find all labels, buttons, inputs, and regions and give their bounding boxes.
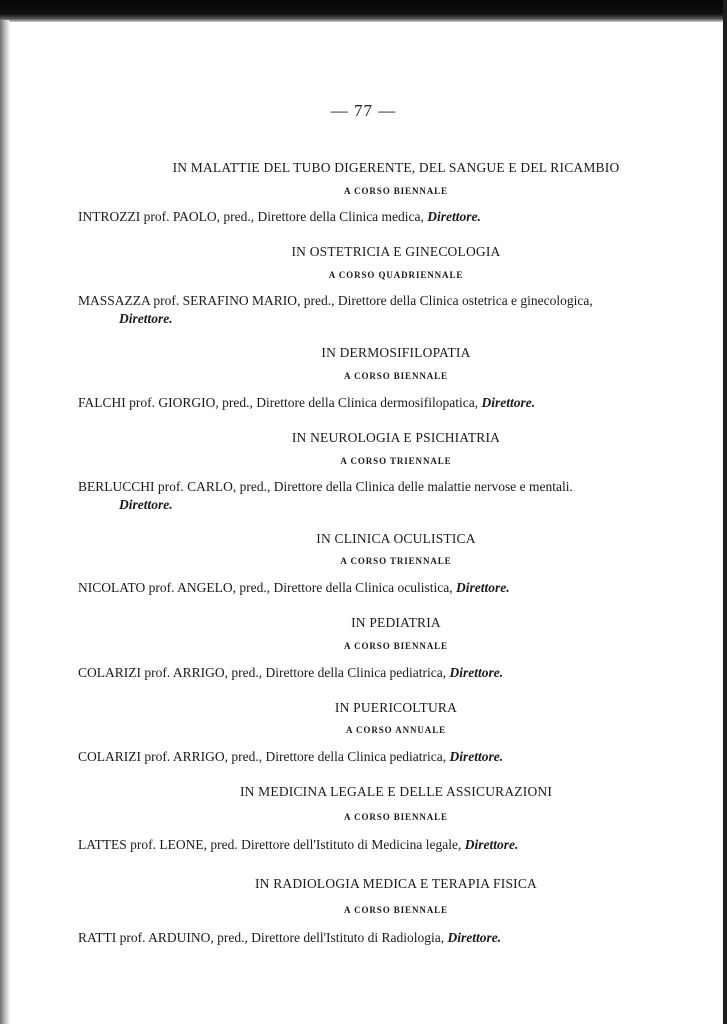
section-heading: IN PEDIATRIA [351, 615, 441, 630]
faculty-entry: COLARIZI prof. ARRIGO, pred., Direttore della Clinica pediatrica, Direttore. [78, 665, 504, 680]
entry-role: Direttore. [119, 497, 173, 512]
faculty-entry: COLARIZI prof. ARRIGO, pred., Direttore della Clinica pediatrica, Direttore. [78, 749, 504, 764]
section-heading: IN NEUROLOGIA E PSICHIATRIA [291, 430, 501, 445]
course-duration: A CORSO TRIENNALE [340, 456, 452, 466]
entry-role: Direttore. [447, 930, 502, 945]
scan-right-edge [723, 0, 727, 1024]
entry-role: Direttore. [456, 580, 510, 595]
course-duration: A CORSO TRIENNALE [340, 556, 452, 566]
scan-top-edge [0, 0, 727, 22]
faculty-entry: BERLUCCHI prof. CARLO, pred., Direttore della Clinica delle malattie nervose e mentali. Direttore. [78, 479, 573, 512]
section-heading: IN MEDICINA LEGALE E DELLE ASSICURAZIONI [239, 784, 553, 799]
course-duration: A CORSO BIENNALE [344, 186, 448, 196]
faculty-entry: INTROZZI prof. PAOLO, pred., Direttore della Clinica medica, Direttore. [78, 209, 481, 224]
entry-role: Direttore. [449, 749, 504, 764]
course-duration: A CORSO ANNUALE [345, 725, 446, 735]
entry-role: Direttore. [119, 311, 173, 326]
course-duration: A CORSO QUADRIENNALE [328, 270, 464, 280]
entry-role: Direttore. [464, 837, 519, 852]
course-duration: A CORSO BIENNALE [344, 641, 448, 651]
section-heading: IN MALATTIE DEL TUBO DIGERENTE, DEL SANGUE E DEL RICAMBIO [172, 160, 620, 175]
faculty-entry: RATTI prof. ARDUINO, pred., Direttore dell'Istituto di Radiologia, Direttore. [78, 930, 502, 945]
scan-left-edge [0, 20, 10, 1024]
course-duration: A CORSO BIENNALE [344, 371, 448, 381]
section-heading: IN PUERICOLTURA [334, 700, 458, 715]
course-duration: A CORSO BIENNALE [344, 812, 448, 822]
section-heading: IN DERMOSIFILOPATIA [321, 345, 471, 360]
page-number: — 77 — [330, 101, 397, 120]
section-heading: IN CLINICA OCULISTICA [316, 531, 476, 546]
faculty-entry: FALCHI prof. GIORGIO, pred., Direttore della Clinica dermosifilopatica, Direttore. [78, 395, 536, 410]
section-heading: IN OSTETRICIA E GINECOLOGIA [291, 244, 501, 259]
faculty-entry: NICOLATO prof. ANGELO, pred., Direttore della Clinica oculistica, Direttore. [78, 580, 510, 595]
faculty-entry: LATTES prof. LEONE, pred. Direttore dell'Istituto di Medicina legale, Direttore. [78, 837, 519, 852]
entry-role: Direttore. [449, 665, 504, 680]
faculty-entry: MASSAZZA prof. SERAFINO MARIO, pred., Direttore della Clinica ostetrica e ginecologica, Direttore. [78, 293, 593, 326]
section-heading: IN RADIOLOGIA MEDICA E TERAPIA FISICA [254, 876, 538, 891]
entry-role: Direttore. [427, 209, 481, 224]
course-duration: A CORSO BIENNALE [344, 905, 448, 915]
entry-role: Direttore. [481, 395, 536, 410]
